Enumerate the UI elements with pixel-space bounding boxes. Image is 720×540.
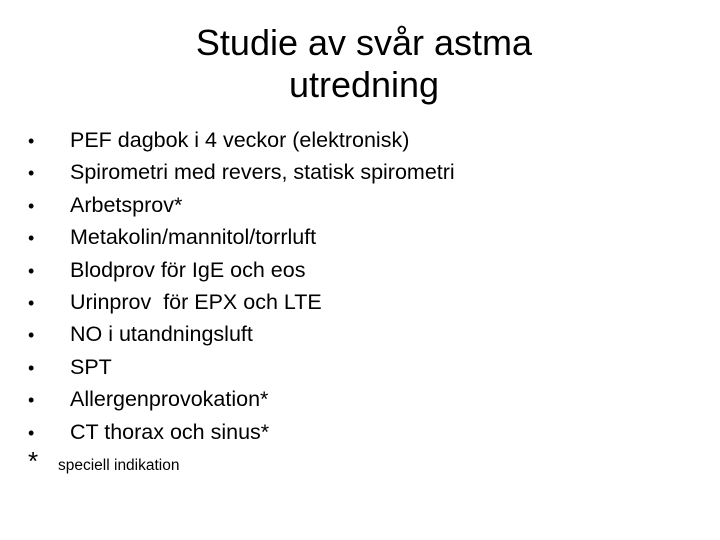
bullet-text: Spirometri med revers, statisk spirometri bbox=[70, 160, 455, 185]
bullet-item-metakolin bbox=[28, 221, 455, 253]
bullet-icon: • bbox=[28, 325, 35, 346]
bullet-text: NO i utandningsluft bbox=[70, 322, 253, 347]
bullet-icon: • bbox=[28, 131, 35, 151]
bullet-text: SPT bbox=[70, 354, 112, 379]
footnote-text: speciell indikation bbox=[58, 457, 180, 474]
bullet-icon: • bbox=[28, 357, 35, 378]
bullet-icon: • bbox=[28, 260, 35, 281]
bullet-item-spirometri bbox=[28, 156, 455, 188]
bullet-text: Allergenprovokation* bbox=[70, 387, 269, 412]
bullet-text: PEF dagbok i 4 veckor (elektronisk) bbox=[70, 128, 410, 152]
slide-title bbox=[0, 22, 720, 106]
bullet-text: CT thorax och sinus* bbox=[70, 419, 270, 444]
bullet-icon: • bbox=[28, 292, 35, 313]
bullet-icon: • bbox=[28, 422, 35, 443]
bullet-item-no-utandningsluft bbox=[28, 318, 455, 350]
bullet-text: Arbetsprov* bbox=[70, 192, 183, 217]
bullet-item-blodprov bbox=[28, 254, 455, 286]
bullet-list bbox=[28, 124, 455, 448]
bullet-icon: • bbox=[28, 390, 35, 411]
slide-title-line-2: utredning bbox=[288, 64, 440, 105]
bullet-item-spt bbox=[28, 351, 455, 383]
bullet-item-allergenprovokation bbox=[28, 383, 455, 415]
footnote bbox=[28, 446, 180, 477]
bullet-item-ct-thorax bbox=[28, 416, 455, 448]
slide-title-line-1: Studie av svår astma bbox=[195, 22, 533, 63]
bullet-item-arbetsprov bbox=[28, 189, 455, 221]
bullet-text: Blodprov för IgE och eos bbox=[70, 257, 306, 282]
bullet-item-urinprov bbox=[28, 286, 455, 318]
footnote-asterisk: * bbox=[28, 446, 39, 476]
bullet-text: Metakolin/mannitol/torrluft bbox=[70, 225, 317, 250]
bullet-icon: • bbox=[28, 228, 35, 249]
bullet-icon: • bbox=[28, 195, 35, 216]
bullet-icon: • bbox=[28, 163, 35, 184]
bullet-item-pef-dagbok bbox=[28, 124, 455, 156]
bullet-text: Urinprov för EPX och LTE bbox=[70, 289, 322, 314]
